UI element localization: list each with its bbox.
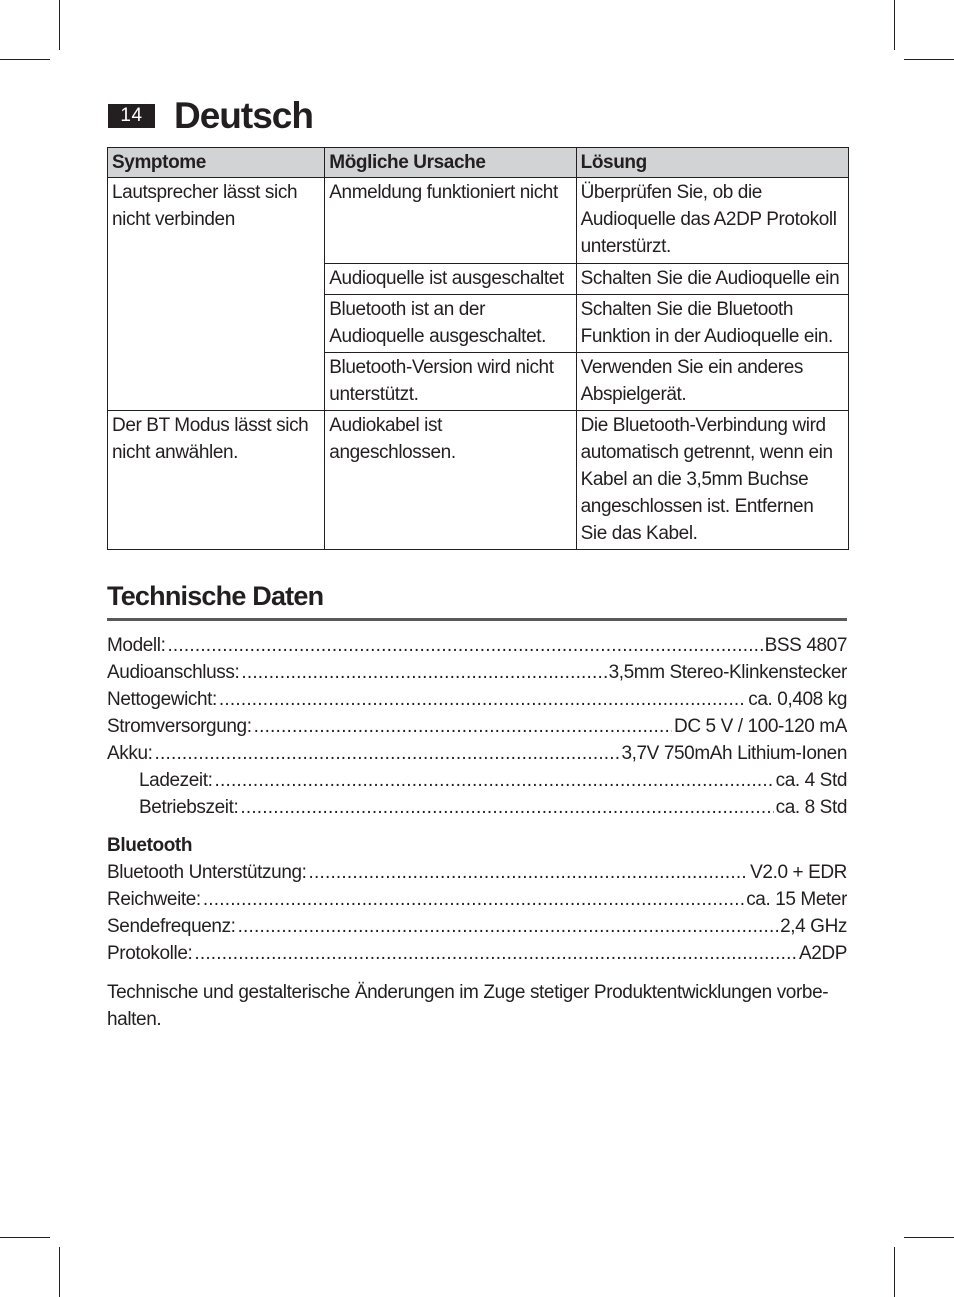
dot-leader [194, 940, 797, 967]
dot-leader [167, 632, 762, 659]
cause-cell: Audiokabel ist angeschlossen. [325, 411, 576, 550]
spec-row [107, 632, 847, 659]
spec-value: ca. 0,408 kg [748, 689, 847, 710]
spec-value: 3,5mm Stereo-Klinkenstecker [608, 662, 847, 683]
table-row [108, 411, 849, 550]
dot-leader [254, 713, 672, 740]
spec-label: Modell: [107, 635, 166, 656]
spec-label: Audioanschluss: [107, 662, 240, 683]
solution-cell: Schalten Sie die Bluetooth Funktion in der Audioquelle ein. [576, 295, 848, 353]
dot-leader [240, 794, 773, 821]
page-title: Deutsch [174, 95, 313, 136]
spec-value: 2,4 GHz [780, 916, 847, 937]
spec-label: Nettogewicht: [107, 689, 217, 710]
spec-value: BSS 4807 [764, 635, 847, 656]
spec-value: V2.0 + EDR [750, 862, 847, 883]
dot-leader [309, 859, 749, 886]
spec-row [107, 686, 847, 713]
crop-mark [59, 0, 60, 50]
spec-row [107, 886, 847, 913]
dot-leader [203, 886, 744, 913]
dot-leader [219, 686, 746, 713]
section-divider [107, 618, 847, 621]
crop-mark [59, 1247, 60, 1297]
spec-list [107, 632, 847, 821]
table-row [108, 178, 849, 264]
crop-mark [904, 59, 954, 60]
crop-mark [0, 1237, 50, 1238]
spec-value: 3,7V 750mAh Lithium-Ionen [621, 743, 847, 764]
spec-row [107, 713, 847, 740]
spec-value: ca. 15 Meter [746, 889, 847, 910]
solution-cell: Verwenden Sie ein anderes Abspielgerät. [576, 353, 848, 411]
table-header-row [108, 148, 849, 178]
troubleshooting-table [107, 147, 849, 550]
dot-leader [238, 913, 779, 940]
dot-leader [241, 659, 606, 686]
spec-label: Protokolle: [107, 943, 193, 964]
spec-label: Sendefrequenz: [107, 916, 236, 937]
bluetooth-heading: Bluetooth [107, 835, 193, 856]
dot-leader [215, 767, 774, 794]
dot-leader [155, 740, 620, 767]
spec-label: Bluetooth Unterstützung: [107, 862, 307, 883]
spec-row [107, 913, 847, 940]
section-title-technical-data: Technische Daten [107, 581, 324, 611]
spec-value: ca. 8 Std [775, 797, 847, 818]
spec-label: Stromversorgung: [107, 716, 252, 737]
spec-row [107, 940, 847, 967]
spec-label: Reichweite: [107, 889, 201, 910]
crop-mark [0, 59, 50, 60]
column-header-symptom: Symptome [108, 148, 325, 178]
spec-value: ca. 4 Std [775, 770, 847, 791]
spec-label: Ladezeit: [139, 770, 213, 791]
column-header-solution: Lösung [576, 148, 848, 178]
spec-label: Betriebszeit: [139, 797, 239, 818]
symptom-cell: Der BT Modus lässt sich nicht anwählen. [108, 411, 325, 550]
cause-cell: Audioquelle ist ausgeschaltet [325, 264, 576, 295]
spec-label: Akku: [107, 743, 153, 764]
crop-mark [904, 1237, 954, 1238]
page-number: 14 [108, 104, 155, 128]
disclaimer-note: Technische und gestalterische Änderungen im Zuge stetiger Produktentwicklungen vorbe-halten. [107, 982, 829, 1030]
solution-cell: Die Bluetooth-Verbindung wird automatisch getrennt, wenn ein Kabel an die 3,5mm Buchse angeschlossen ist. Entfernen Sie das Kabel. [576, 411, 848, 550]
column-header-cause: Mögliche Ursache [325, 148, 576, 178]
cause-cell: Bluetooth-Version wird nicht unterstützt. [325, 353, 576, 411]
spec-value: DC 5 V / 100-120 mA [674, 716, 847, 737]
solution-cell: Überprüfen Sie, ob die Audioquelle das A2DP Protokoll unterstürzt. [576, 178, 848, 264]
symptom-cell: Lautsprecher lässt sich nicht verbinden [108, 178, 325, 411]
spec-row [107, 740, 847, 767]
cause-cell: Bluetooth ist an der Audioquelle ausgeschaltet. [325, 295, 576, 353]
spec-value: A2DP [798, 943, 847, 964]
crop-mark [894, 1247, 895, 1297]
spec-row [107, 794, 847, 821]
cause-cell: Anmeldung funktioniert nicht [325, 178, 576, 264]
crop-mark [894, 0, 895, 50]
spec-row [107, 859, 847, 886]
spec-row [107, 767, 847, 794]
spec-row [107, 659, 847, 686]
bluetooth-spec-list [107, 859, 847, 967]
solution-cell: Schalten Sie die Audioquelle ein [576, 264, 848, 295]
